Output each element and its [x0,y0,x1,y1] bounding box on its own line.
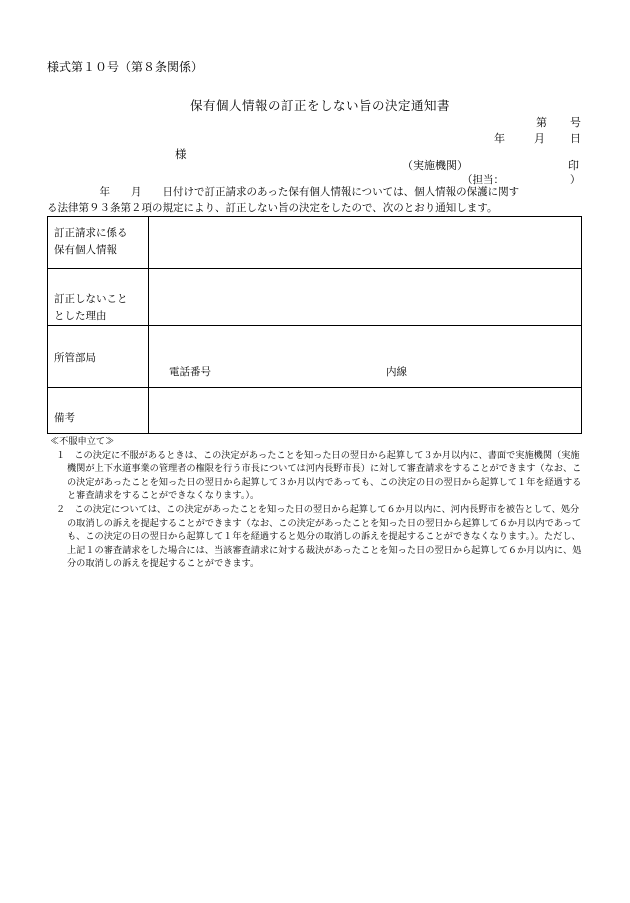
date-day-label: 日 [570,132,581,145]
document-number-prefix: 第 [536,116,547,129]
implementing-agency-label: （実施機関） [402,159,468,172]
row-label-remarks [48,388,149,434]
row-label-line: 保有個人情報 [54,244,117,256]
body-line-1: 年 月 日付けで訂正請求のあった保有個人情報については、個人情報の保護に関す [47,186,520,198]
appeal-note-1: １ この決定に不服があるときは、この決定があったことを知った日の翌日から起算して３か月以内に、書面で実施機関（実施機関が上下水道事業の管理者の権限を行う市長については河内長野市長）に対して審査請求をすることができます（なお、この決定があったことを知った日の翌日から起算して３か月以内であっても、この決定の日の翌日から起算して１年を経過すると審査請求をすることができなくなります。）。 [56,449,582,502]
department-field[interactable] [149,326,582,388]
appeal-heading: ≪不服申立て≫ [50,436,115,447]
form-number: 様式第１０号（第８条関係） [47,60,204,74]
row-label-line: 訂正請求に係る [54,227,128,239]
row-label-line: 訂正しないこと [54,293,128,305]
telephone-label: 電話番号 [169,366,211,378]
table-row [48,217,582,269]
body-line-2: る法律第９３条第２項の規定により、訂正しない旨の決定をしたので、次のとおり通知します。 [47,202,498,214]
remarks-field[interactable] [149,388,582,434]
document-number-suffix: 号 [570,116,581,129]
row-label-line: 所管部局 [54,352,96,364]
document-title: 保有個人情報の訂正をしない旨の決定通知書 [190,98,451,113]
table-row [48,388,582,434]
contact-person-label: （担当： [462,174,504,186]
personal-info-field[interactable] [149,217,582,269]
row-label-line: とした理由 [54,310,107,322]
reason-field[interactable] [149,269,582,326]
appeal-note-2: ２ この決定については、この決定があったことを知った日の翌日から起算して６か月以内に、河内長野市を被告として、処分の取消しの訴えを提起することができます（なお、この決定があったことを知った日の翌日から起算して６か月以内であっても、この決定の日の翌日から起算して１年を経過すると処分の取消しの訴えを提起することができなくなります。）。ただし、上記１の審査請求をした場合には、当該審査請求に対する裁決があったことを知った日の翌日から起算して６か月以内に、処分の取消しの訴えを提起することができます。 [56,503,582,570]
date-year-label: 年 [494,132,505,145]
row-label-line: 備考 [54,412,75,424]
contact-person-close: ） [570,174,581,186]
row-label-department [48,326,149,388]
addressee-honorific: 様 [175,147,187,161]
table-row [48,269,582,326]
row-label-reason [48,269,149,326]
notification-table [47,216,582,434]
extension-label: 内線 [386,366,407,378]
table-row [48,326,582,388]
appeal-notes [50,435,585,571]
date-month-label: 月 [534,132,545,145]
row-label-personal-info [48,217,149,269]
seal-mark: 印 [568,159,579,172]
notification-body [47,184,587,216]
